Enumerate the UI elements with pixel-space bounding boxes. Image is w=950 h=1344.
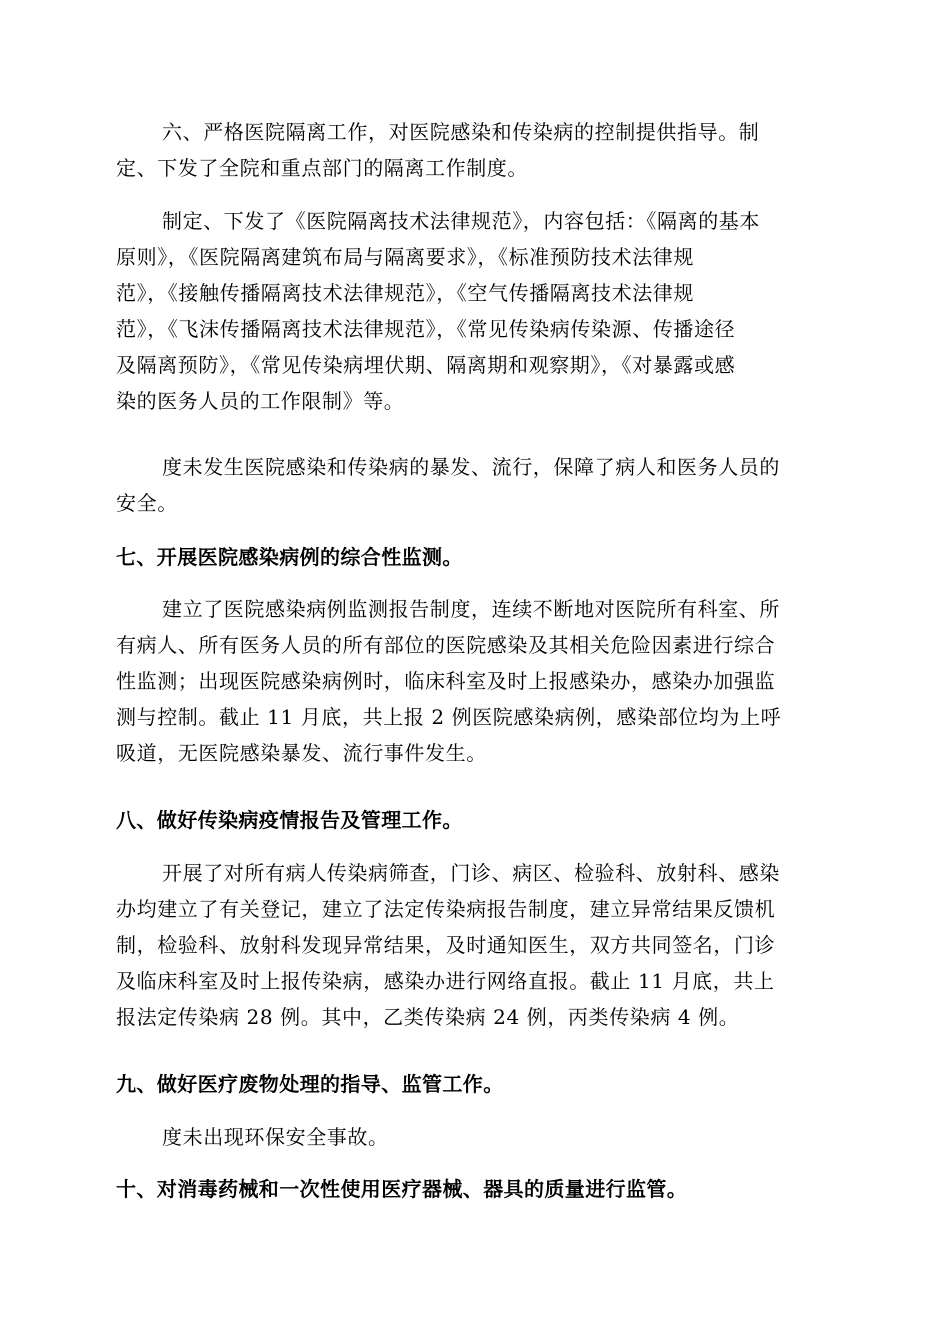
text-line: 制，检验科、放射科发现异常结果，及时通知医生，双方共同签名，门诊 xyxy=(116,933,776,957)
text-line: 及临床科室及时上报传染病，感染办进行网络直报。截止 11 月底，共上 xyxy=(116,969,775,993)
text-line: 定、下发了全院和重点部门的隔离工作制度。 xyxy=(116,156,528,180)
text-line: 制定、下发了《医院隔离技术法律规范》，内容包括：《隔离的基本 xyxy=(162,209,760,233)
paragraph-isolation-standards xyxy=(116,203,834,419)
text-line: 安全。 xyxy=(116,491,178,515)
section-heading-9: 九、做好医疗废物处理的指导、监管工作。 xyxy=(116,1072,504,1096)
paragraph-isolation-intro xyxy=(116,114,834,186)
text-line: 有病人、所有医务人员的所有部位的医院感染及其相关危险因素进行综合 xyxy=(116,633,776,657)
text-line: 测与控制。截止 11 月底，共上报 2 例医院感染病例，感染部位均为上呼 xyxy=(116,705,782,729)
text-line: 范》，《飞沫传播隔离技术法律规范》，《常见传染病传染源、传播途径 xyxy=(116,317,736,341)
text-line: 范》，《接触传播隔离技术法律规范》，《空气传播隔离技术法律规 xyxy=(116,281,694,305)
section-heading-8: 八、做好传染病疫情报告及管理工作。 xyxy=(116,808,463,832)
text-line: 开展了对所有病人传染病筛查，门诊、病区、检验科、放射科、感染 xyxy=(162,861,780,885)
paragraph-isolation-result xyxy=(116,449,834,521)
text-line: 性监测；出现医院感染病例时，临床科室及时上报感染办，感染办加强监 xyxy=(116,669,776,693)
paragraph-waste-management xyxy=(116,1119,834,1155)
text-line: 度未出现环保安全事故。 xyxy=(162,1125,389,1149)
text-line: 办均建立了有关登记，建立了法定传染病报告制度，建立异常结果反馈机 xyxy=(116,897,776,921)
paragraph-infection-monitoring xyxy=(116,591,834,771)
text-line: 六、严格医院隔离工作，对医院感染和传染病的控制提供指导。制 xyxy=(162,120,760,144)
section-heading-10: 十、对消毒药械和一次性使用医疗器械、器具的质量进行监管。 xyxy=(116,1177,688,1201)
text-line: 染的医务人员的工作限制》等。 xyxy=(116,389,405,413)
paragraph-epidemic-reporting xyxy=(116,855,834,1035)
text-line: 吸道，无医院感染暴发、流行事件发生。 xyxy=(116,741,487,765)
section-heading-7: 七、开展医院感染病例的综合性监测。 xyxy=(116,545,463,569)
text-line: 报法定传染病 28 例。其中，乙类传染病 24 例，丙类传染病 4 例。 xyxy=(116,1005,740,1029)
text-line: 建立了医院感染病例监测报告制度，连续不断地对医院所有科室、所 xyxy=(162,597,780,621)
text-line: 原则》，《医院隔离建筑布局与隔离要求》，《标准预防技术法律规 xyxy=(116,245,694,269)
text-line: 度未发生医院感染和传染病的暴发、流行，保障了病人和医务人员的 xyxy=(162,455,780,479)
text-line: 及隔离预防》，《常见传染病埋伏期、隔离期和观察期》，《对暴露或感 xyxy=(116,353,736,377)
